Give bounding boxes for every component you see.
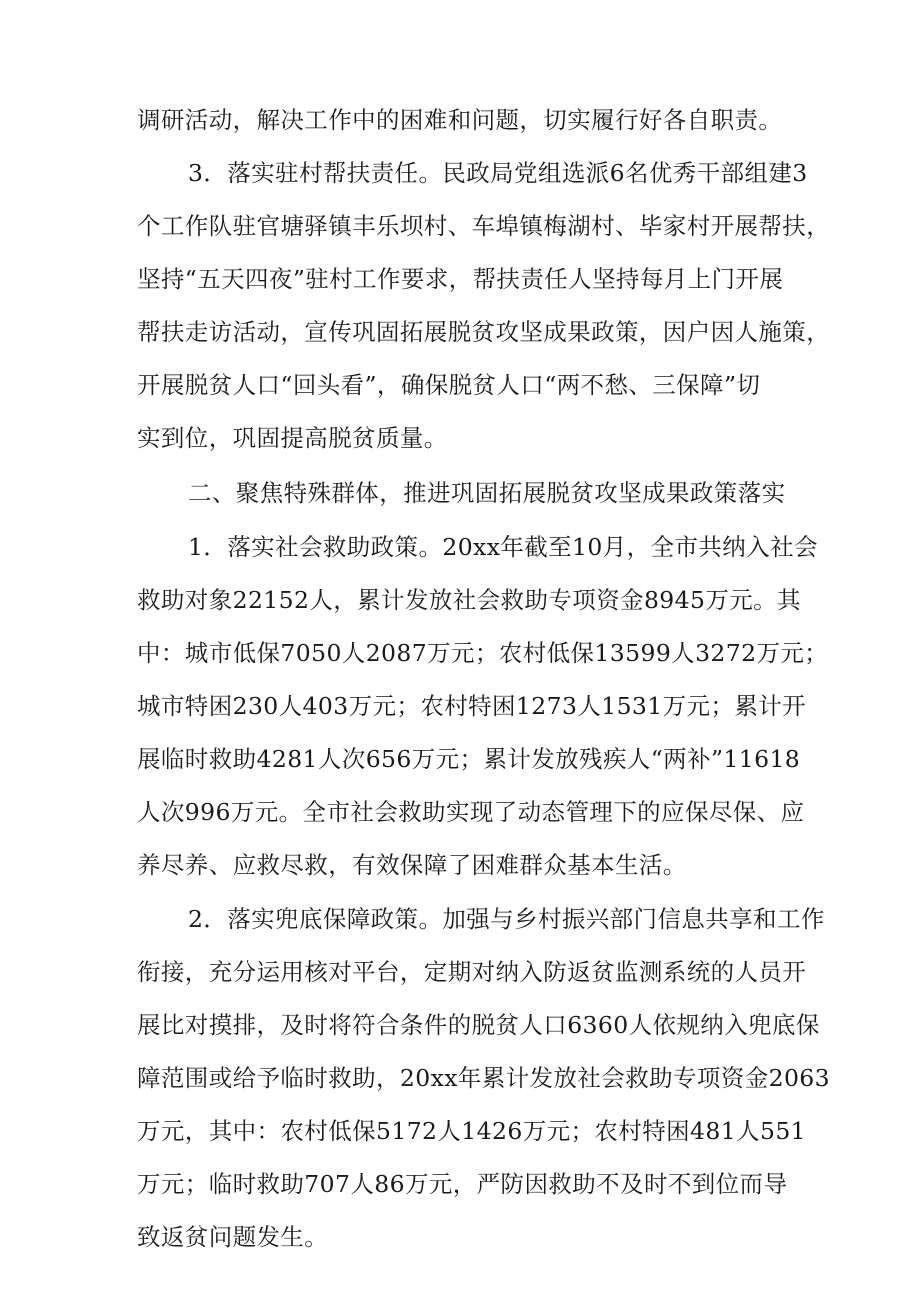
paragraph-line: 障范围或给予临时救助，20xx年累计发放社会救助专项资金2063 bbox=[137, 1064, 831, 1092]
paragraph-line: 开展脱贫人口“回头看”，确保脱贫人口“两不愁、三保障”切 bbox=[137, 371, 761, 399]
paragraph-line: 实到位，巩固提高脱贫质量。 bbox=[137, 424, 448, 452]
paragraph-line: 3．落实驻村帮扶责任。民政局党组选派6名优秀干部组建3 bbox=[188, 159, 808, 187]
paragraph-line: 展临时救助4281人次656万元；累计发放残疾人“两补”11618 bbox=[137, 745, 801, 773]
paragraph-line: 万元，其中：农村低保5172人1426万元；农村特困481人551 bbox=[137, 1117, 807, 1145]
paragraph-line: 救助对象22152人，累计发放社会救助专项资金8945万元。其 bbox=[137, 586, 801, 614]
paragraph-line: 人次996万元。全市社会救助实现了动态管理下的应保尽保、应 bbox=[137, 798, 805, 826]
paragraph-line: 调研活动，解决工作中的困难和问题，切实履行好各自职责。 bbox=[137, 106, 783, 134]
paragraph-line: 衔接，充分运用核对平台，定期对纳入防返贫监测系统的人员开 bbox=[137, 958, 807, 986]
paragraph-line: 展比对摸排，及时将符合条件的脱贫人口6360人依规纳入兜底保 bbox=[137, 1011, 820, 1039]
paragraph-line: 万元；临时救助707人86万元，严防因救助不及时不到位而导 bbox=[137, 1170, 788, 1198]
paragraph-line: 城市特困230人403万元；农村特困1273人1531万元；累计开 bbox=[137, 692, 807, 720]
paragraph-line: 致返贫问题发生。 bbox=[137, 1223, 329, 1251]
paragraph-line: 2．落实兜底保障政策。加强与乡村振兴部门信息共享和工作 bbox=[188, 905, 825, 933]
section-heading: 二、聚焦特殊群体，推进巩固拓展脱贫攻坚成果政策落实 bbox=[188, 479, 786, 507]
paragraph-line: 个工作队驻官塘驿镇丰乐坝村、车埠镇梅湖村、毕家村开展帮扶， bbox=[137, 212, 831, 240]
paragraph-line: 坚持“五天四夜”驻村工作要求，帮扶责任人坚持每月上门开展 bbox=[137, 265, 784, 293]
paragraph-line: 帮扶走访活动，宣传巩固拓展脱贫攻坚成果政策，因户因人施策， bbox=[137, 318, 831, 346]
paragraph-line: 1．落实社会救助政策。20xx年截至10月，全市共纳入社会 bbox=[188, 533, 818, 561]
paragraph-line: 养尽养、应救尽救，有效保障了困难群众基本生活。 bbox=[137, 851, 687, 879]
paragraph-line: 中：城市低保7050人2087万元；农村低保13599人3272万元； bbox=[137, 639, 829, 667]
